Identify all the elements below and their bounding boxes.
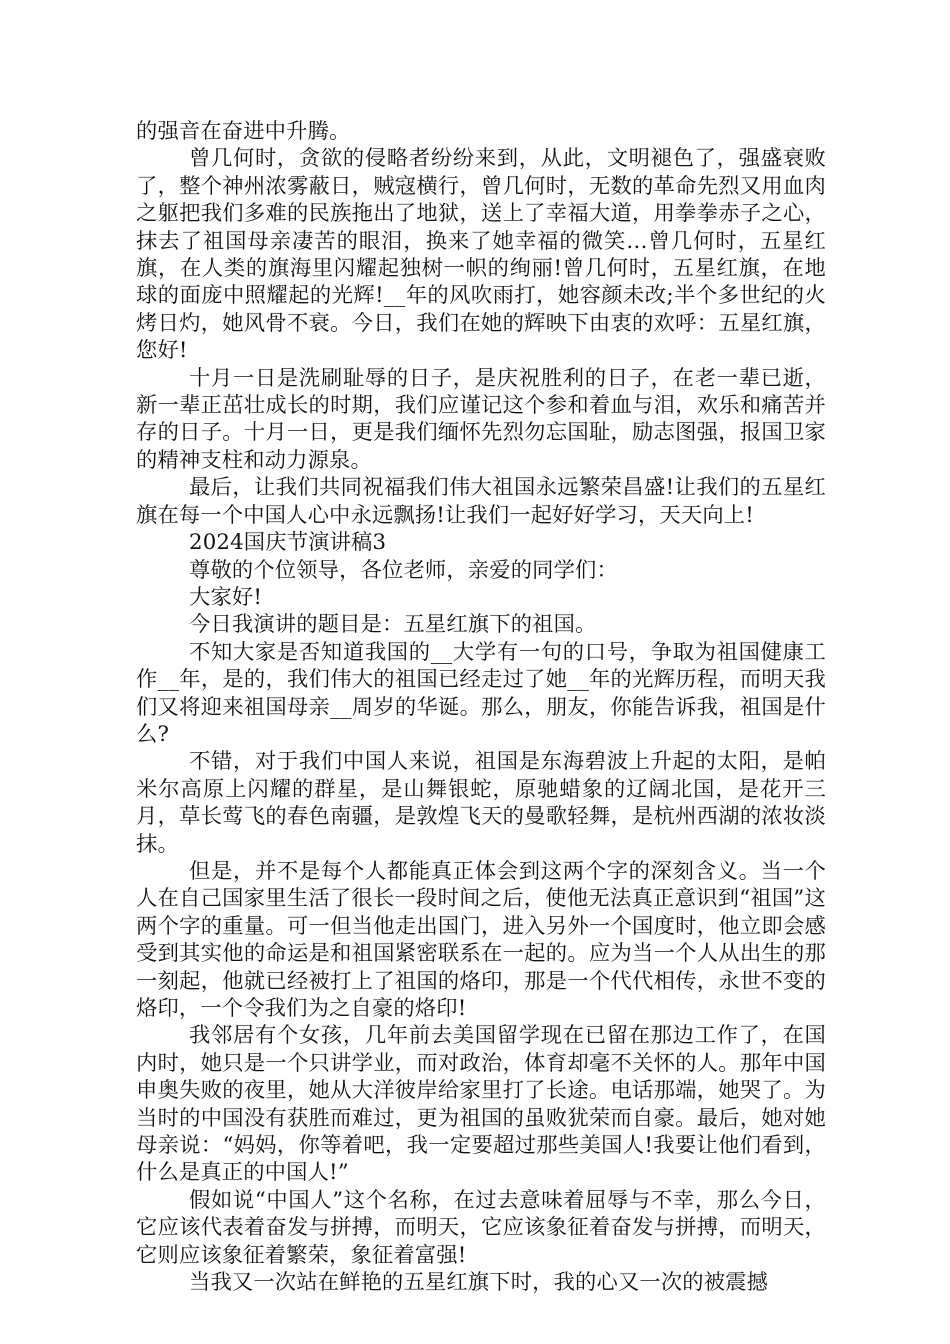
paragraph: 但是，并不是每个人都能真正体会到这两个字的深刻含义。当一个人在自己国家里生活了很长一段时间之后，使他无法真正意识到“祖国”这两个字的重量。可一但当他走出国门，进入另外一个国度时，他立即会感受到其实他的命运是和祖国紧密联系在一起的。应为当一个人从出生的那一刻起，他就已经被打上了祖国的烙印，那是一个代代相传，永世不变的烙印，一个令我们为之自豪的烙印! — [136, 858, 826, 1021]
paragraph: 的强音在奋进中升腾。 — [136, 119, 351, 144]
speech-topic: 今日我演讲的题目是：五星红旗下的祖国。 — [189, 612, 597, 638]
paragraph: 当我又一次站在鲜艳的五星红旗下时，我的心又一次的被震撼 — [189, 1270, 769, 1296]
salutation: 尊敬的个位领导，各位老师，亲爱的同学们： — [189, 557, 618, 583]
paragraph: 十月一日是洗刷耻辱的日子，是庆祝胜利的日子，在老一辈已逝，新一辈正茁壮成长的时期，我们应谨记这个参和着血与泪，欢乐和痛苦并存的日子。十月一日，更是我们缅怀先烈勿忘国耻，励志图强，报国卫家的精神支柱和动力源泉。 — [136, 365, 826, 473]
section-title: 2024国庆节演讲稿3 — [189, 530, 387, 556]
paragraph: 最后，让我们共同祝福我们伟大祖国永远繁荣昌盛!让我们的五星红旗在每一个中国人心中永远飘扬!让我们一起好好学习，天天向上! — [136, 475, 826, 528]
paragraph: 曾几何时，贪欲的侵略者纷纷来到，从此，文明褪色了，强盛衰败了，整个神州浓雾蔽日，贼寇横行，曾几何时，无数的革命先烈又用血肉之躯把我们多难的民族拖出了地狱，送上了幸福大道，用拳拳赤子之心，抹去了祖国母亲凄苦的眼泪，换来了她幸福的微笑…曾几何时，五星红旗，在人类的旗海里闪耀起独树一帜的绚丽!曾几何时，五星红旗，在地球的面庞中照耀起的光辉!__年的风吹雨打，她容颜未改;半个多世纪的火烤日灼，她风骨不衰。今日，我们在她的辉映下由衷的欢呼：五星红旗，您好! — [136, 146, 826, 364]
paragraph: 不错，对于我们中国人来说，祖国是东海碧波上升起的太阳，是帕米尔高原上闪耀的群星，是山舞银蛇，原驰蜡象的辽阔北国，是花开三月，草长莺飞的春色南疆，是敦煌飞天的曼歌轻舞，是杭州西湖的浓妆淡抹。 — [136, 749, 826, 857]
paragraph: 假如说“中国人”这个名称，在过去意味着屈辱与不幸，那么今日，它应该代表着奋发与拼搏，而明天，它应该象征着奋发与拼搏，而明天，它则应该象征着繁荣，象征着富强! — [136, 1187, 826, 1268]
paragraph: 不知大家是否知道我国的__大学有一句的口号，争取为祖国健康工作__年，是的，我们伟大的祖国已经走过了她__年的光辉历程，而明天我们又将迎来祖国母亲__周岁的华诞。那么，朋友，你能告诉我，祖国是什么? — [136, 639, 826, 747]
document-body — [136, 118, 826, 1296]
paragraph: 我邻居有个女孩，几年前去美国留学现在已留在那边工作了，在国内时，她只是一个只讲学业，而对政治，体育却毫不关怀的人。那年中国申奥失败的夜里，她从大洋彼岸给家里打了长途。电话那端，她哭了。为当时的中国没有获胜而难过，更为祖国的虽败犹荣而自豪。最后，她对她母亲说：“妈妈，你等着吧，我一定要超过那些美国人!我要让他们看到，什么是真正的中国人!” — [136, 1023, 826, 1186]
greeting: 大家好! — [189, 584, 263, 610]
